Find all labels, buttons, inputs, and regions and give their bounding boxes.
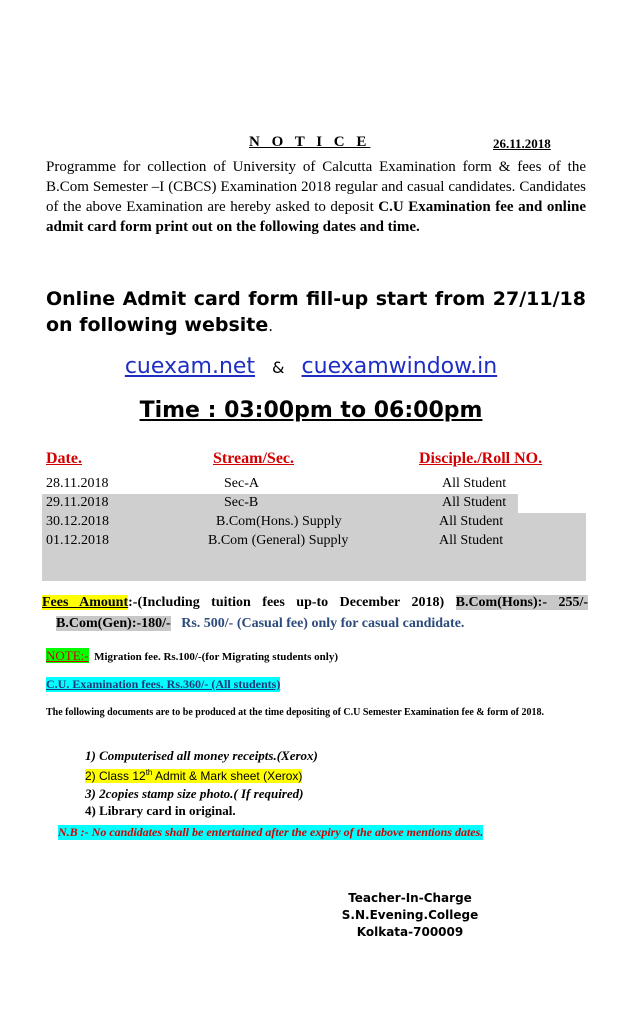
notice-date: 26.11.2018 bbox=[493, 136, 551, 151]
column-header-roll: Disciple./Roll NO. bbox=[419, 450, 543, 467]
website-link-cuexamwindow[interactable]: cuexamwindow.in bbox=[301, 354, 498, 379]
list-item bbox=[85, 764, 318, 785]
list-item-superscript: th bbox=[145, 768, 153, 777]
cell-roll: All Student bbox=[439, 533, 504, 548]
fees-paragraph bbox=[42, 592, 588, 634]
notice-title: N O T I C E bbox=[249, 134, 371, 150]
fees-hons: B.Com(Hons):- 255/- bbox=[455, 595, 589, 610]
websites-line bbox=[0, 354, 622, 379]
intro-text: Programme for collection of University of Calcutta Examination form & fees of the B.Com Semester –I (CBCS) Examination 2018 regular and casual candidates. Candidates of the above Examination are hereby asked to deposit bbox=[46, 159, 586, 215]
cell-date: 29.11.2018 bbox=[46, 495, 109, 510]
fees-label: Fees Amount bbox=[42, 595, 129, 610]
cell-stream: B.Com (General) Supply bbox=[208, 533, 349, 548]
fees-text: :-(Including tuition fees up-to December 2018) bbox=[128, 595, 445, 610]
website-link-cuexam[interactable]: cuexam.net bbox=[124, 354, 256, 379]
cell-roll: All Student bbox=[439, 514, 504, 529]
online-admit-tail: . bbox=[268, 317, 274, 335]
column-header-stream: Stream/Sec. bbox=[213, 450, 295, 467]
signature-line1: Teacher-In-Charge bbox=[348, 891, 472, 905]
cell-date: 30.12.2018 bbox=[46, 514, 109, 529]
cell-date: 01.12.2018 bbox=[46, 533, 109, 548]
cell-date: 28.11.2018 bbox=[46, 476, 109, 491]
signature-line2: S.N.Evening.College bbox=[341, 908, 479, 922]
ampersand: & bbox=[272, 358, 285, 377]
list-item: 1) Computerised all money receipts.(Xerox) bbox=[85, 748, 318, 763]
cu-exam-fee: C.U. Examination fees. Rs.360/- (All students) bbox=[46, 677, 281, 691]
intro-paragraph bbox=[46, 157, 586, 237]
cell-roll: All Student bbox=[442, 476, 507, 491]
cell-stream: Sec-B bbox=[224, 495, 259, 510]
list-item: 4) Library card in original. bbox=[85, 803, 236, 818]
table-row bbox=[46, 533, 566, 552]
signature-block bbox=[330, 890, 490, 941]
nb-warning: N.B :- No candidates shall be entertained after the expiry of the above mentions dates. bbox=[58, 825, 484, 839]
fees-gen: B.Com(Gen):-180/- bbox=[56, 616, 171, 631]
online-admit-text: Online Admit card form fill-up start from 27/11/18 on following website bbox=[46, 288, 586, 336]
note-label: NOTE:- bbox=[46, 648, 89, 663]
note-line bbox=[46, 648, 338, 664]
cell-stream: Sec-A bbox=[224, 476, 259, 491]
list-item: 3) 2copies stamp size photo.( If required) bbox=[85, 786, 304, 801]
fees-casual: Rs. 500/- (Casual fee) only for casual candidate. bbox=[181, 616, 465, 631]
list-item-text: Admit & Mark sheet (Xerox) bbox=[152, 769, 303, 783]
table-row bbox=[46, 476, 566, 495]
list-item-text: 2) Class 12 bbox=[85, 769, 146, 783]
intro-bold-text: C.U Examination fee and online admit card form print out on the following dates and time. bbox=[46, 199, 586, 235]
column-header-date: Date. bbox=[46, 450, 82, 467]
online-admit-heading bbox=[46, 286, 586, 339]
documents-intro: The following documents are to be produced at the time depositing of C.U Semester Examination fee & form of 2018. bbox=[46, 707, 545, 718]
signature-line3: Kolkata-700009 bbox=[356, 925, 464, 939]
cell-roll: All Student bbox=[442, 495, 507, 510]
table-row bbox=[46, 495, 566, 514]
cell-stream: B.Com(Hons.) Supply bbox=[216, 514, 342, 529]
note-text: Migration fee. Rs.100/-(for Migrating students only) bbox=[94, 651, 339, 663]
table-row bbox=[46, 514, 566, 533]
time-heading: Time : 03:00pm to 06:00pm bbox=[139, 398, 483, 423]
documents-list bbox=[85, 747, 318, 819]
